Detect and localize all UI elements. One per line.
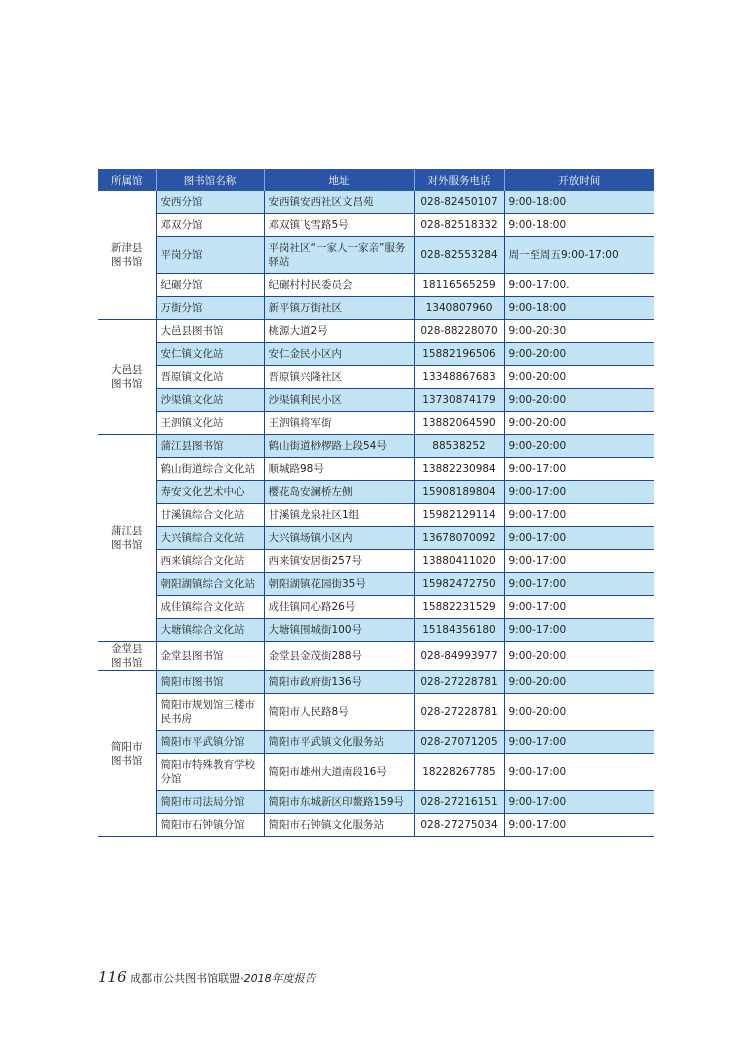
- library-name-cell: 朝阳湖镇综合文化站: [156, 573, 264, 596]
- table-row: [98, 573, 654, 596]
- hours-cell: 9:00-17:00: [504, 791, 654, 814]
- table-row: [98, 642, 654, 671]
- phone-cell: 15908189804: [414, 481, 504, 504]
- group-cell: [98, 671, 156, 837]
- phone-cell: 13880411020: [414, 550, 504, 573]
- library-name-cell: 鹤山街道综合文化站: [156, 458, 264, 481]
- library-name-cell: 大塘镇综合文化站: [156, 619, 264, 642]
- address-cell: 鹤山街道桫椤路上段54号: [264, 435, 414, 458]
- table-row: [98, 435, 654, 458]
- report-title: 2018年度报告: [243, 972, 316, 985]
- phone-cell: 88538252: [414, 435, 504, 458]
- library-name-cell: 沙渠镇文化站: [156, 389, 264, 412]
- table-row: [98, 458, 654, 481]
- address-cell: 简阳市东城新区印鳌路159号: [264, 791, 414, 814]
- phone-cell: 028-27275034: [414, 814, 504, 837]
- hours-cell: 9:00-17:00: [504, 814, 654, 837]
- address-cell: 简阳市政府街136号: [264, 671, 414, 694]
- address-cell: 大塘镇围城街100号: [264, 619, 414, 642]
- hours-cell: 9:00-20:00: [504, 366, 654, 389]
- phone-cell: 028-27216151: [414, 791, 504, 814]
- table-row: [98, 237, 654, 274]
- hours-cell: 9:00-17:00: [504, 458, 654, 481]
- header-library-name: 图书馆名称: [156, 169, 264, 191]
- address-cell: 晋原镇兴隆社区: [264, 366, 414, 389]
- table-row: [98, 814, 654, 837]
- table-row: [98, 754, 654, 791]
- library-name-cell: 成佳镇综合文化站: [156, 596, 264, 619]
- table-row: [98, 504, 654, 527]
- phone-cell: 15882196506: [414, 343, 504, 366]
- address-cell: 新平镇万街社区: [264, 297, 414, 320]
- group-name-line: 图书馆: [111, 378, 143, 390]
- phone-cell: 028-82553284: [414, 237, 504, 274]
- hours-cell: 9:00-17:00: [504, 527, 654, 550]
- group-name-line: 蒲江县: [111, 525, 143, 537]
- table-body: [98, 191, 654, 837]
- table-row: [98, 412, 654, 435]
- library-name-cell: 寿安文化艺术中心: [156, 481, 264, 504]
- hours-cell: 周一至周五9:00-17:00: [504, 237, 654, 274]
- library-name-cell: 西来镇综合文化站: [156, 550, 264, 573]
- hours-cell: 9:00-17:00: [504, 573, 654, 596]
- group-name-line: 图书馆: [111, 657, 143, 669]
- table-row: [98, 619, 654, 642]
- phone-cell: 028-82450107: [414, 191, 504, 214]
- phone-cell: 13678070092: [414, 527, 504, 550]
- address-cell: 大兴镇场镇小区内: [264, 527, 414, 550]
- header-hours: 开放时间: [504, 169, 654, 191]
- address-cell: 成佳镇同心路26号: [264, 596, 414, 619]
- phone-cell: 028-84993977: [414, 642, 504, 671]
- address-cell: 金堂县金茂街288号: [264, 642, 414, 671]
- library-name-cell: 甘溪镇综合文化站: [156, 504, 264, 527]
- phone-cell: 028-27071205: [414, 731, 504, 754]
- library-name-cell: 安西分馆: [156, 191, 264, 214]
- address-cell: 简阳市平武镇文化服务站: [264, 731, 414, 754]
- table-row: [98, 596, 654, 619]
- group-cell: [98, 642, 156, 671]
- header-phone: 对外服务电话: [414, 169, 504, 191]
- table-row: [98, 791, 654, 814]
- table-row: [98, 527, 654, 550]
- phone-cell: 15184356180: [414, 619, 504, 642]
- address-cell: 安西镇安西社区文昌苑: [264, 191, 414, 214]
- address-cell: 平岗社区“一家人一家亲”服务驿站: [264, 237, 414, 274]
- address-cell: 纪碾村村民委员会: [264, 274, 414, 297]
- hours-cell: 9:00-20:00: [504, 694, 654, 731]
- table-row: [98, 671, 654, 694]
- hours-cell: 9:00-20:00: [504, 642, 654, 671]
- phone-cell: 13882230984: [414, 458, 504, 481]
- address-cell: 王泗镇将军街: [264, 412, 414, 435]
- hours-cell: 9:00-20:00: [504, 671, 654, 694]
- library-name-cell: 大兴镇综合文化站: [156, 527, 264, 550]
- phone-cell: 13348867683: [414, 366, 504, 389]
- table-row: [98, 297, 654, 320]
- hours-cell: 9:00-17:00: [504, 550, 654, 573]
- library-name-cell: 晋原镇文化站: [156, 366, 264, 389]
- hours-cell: 9:00-17:00: [504, 504, 654, 527]
- publication-title: 成都市公共图书馆联盟·: [130, 972, 244, 985]
- address-cell: 桃源大道2号: [264, 320, 414, 343]
- group-cell: [98, 435, 156, 642]
- group-name-line: 图书馆: [111, 539, 143, 551]
- group-name-line: 图书馆: [111, 256, 143, 268]
- address-cell: 甘溪镇龙泉社区1组: [264, 504, 414, 527]
- phone-cell: 13882064590: [414, 412, 504, 435]
- phone-cell: 18116565259: [414, 274, 504, 297]
- address-cell: 顺城路98号: [264, 458, 414, 481]
- library-name-cell: 简阳市规划馆三楼市民书房: [156, 694, 264, 731]
- group-cell: [98, 191, 156, 320]
- address-cell: 简阳市雄州大道南段16号: [264, 754, 414, 791]
- page-footer: [98, 968, 316, 986]
- table-row: [98, 366, 654, 389]
- library-name-cell: 纪碾分馆: [156, 274, 264, 297]
- address-cell: 樱花岛安澜桥左侧: [264, 481, 414, 504]
- library-name-cell: 蒲江县图书馆: [156, 435, 264, 458]
- library-name-cell: 平岗分馆: [156, 237, 264, 274]
- hours-cell: 9:00-17:00: [504, 481, 654, 504]
- group-cell: [98, 320, 156, 435]
- table-row: [98, 550, 654, 573]
- group-name-line: 大邑县: [111, 364, 143, 376]
- phone-cell: 028-88228070: [414, 320, 504, 343]
- table-row: [98, 694, 654, 731]
- hours-cell: 9:00-17:00: [504, 619, 654, 642]
- address-cell: 邓双镇飞雪路5号: [264, 214, 414, 237]
- library-name-cell: 简阳市图书馆: [156, 671, 264, 694]
- library-name-cell: 简阳市石钟镇分馆: [156, 814, 264, 837]
- phone-cell: 028-27228781: [414, 671, 504, 694]
- library-name-cell: 简阳市特殊教育学校分馆: [156, 754, 264, 791]
- header-address: 地址: [264, 169, 414, 191]
- library-name-cell: 大邑县图书馆: [156, 320, 264, 343]
- header-branch: 所属馆: [98, 169, 156, 191]
- hours-cell: 9:00-20:00: [504, 389, 654, 412]
- page-number: 116: [98, 968, 127, 986]
- hours-cell: 9:00-17:00: [504, 596, 654, 619]
- library-name-cell: 万街分馆: [156, 297, 264, 320]
- hours-cell: 9:00-20:00: [504, 343, 654, 366]
- group-name-line: 金堂县: [111, 643, 143, 655]
- address-cell: 朝阳湖镇花园街35号: [264, 573, 414, 596]
- group-name-line: 简阳市: [111, 740, 143, 753]
- address-cell: 西来镇安居街257号: [264, 550, 414, 573]
- table-row: [98, 214, 654, 237]
- library-name-cell: 王泗镇文化站: [156, 412, 264, 435]
- table-row: [98, 389, 654, 412]
- table-header-row: [98, 169, 654, 191]
- hours-cell: 9:00-18:00: [504, 297, 654, 320]
- group-name-line: 图书馆: [111, 754, 143, 767]
- hours-cell: 9:00-18:00: [504, 214, 654, 237]
- group-name-line: 新津县: [111, 242, 143, 254]
- phone-cell: 15982129114: [414, 504, 504, 527]
- phone-cell: 13730874179: [414, 389, 504, 412]
- table-row: [98, 191, 654, 214]
- phone-cell: 15982472750: [414, 573, 504, 596]
- table-row: [98, 320, 654, 343]
- library-table: [98, 169, 654, 837]
- phone-cell: 18228267785: [414, 754, 504, 791]
- phone-cell: 1340807960: [414, 297, 504, 320]
- address-cell: 简阳市石钟镇文化服务站: [264, 814, 414, 837]
- hours-cell: 9:00-20:30: [504, 320, 654, 343]
- table-row: [98, 731, 654, 754]
- library-name-cell: 安仁镇文化站: [156, 343, 264, 366]
- address-cell: 简阳市人民路8号: [264, 694, 414, 731]
- hours-cell: 9:00-17:00: [504, 754, 654, 791]
- library-name-cell: 金堂县图书馆: [156, 642, 264, 671]
- hours-cell: 9:00-18:00: [504, 191, 654, 214]
- hours-cell: 9:00-20:00: [504, 435, 654, 458]
- library-name-cell: 邓双分馆: [156, 214, 264, 237]
- phone-cell: 028-27228781: [414, 694, 504, 731]
- library-name-cell: 简阳市司法局分馆: [156, 791, 264, 814]
- hours-cell: 9:00-17:00.: [504, 274, 654, 297]
- phone-cell: 15882231529: [414, 596, 504, 619]
- address-cell: 安仁金民小区内: [264, 343, 414, 366]
- library-name-cell: 简阳市平武镇分馆: [156, 731, 264, 754]
- table-row: [98, 481, 654, 504]
- table-row: [98, 274, 654, 297]
- address-cell: 沙渠镇利民小区: [264, 389, 414, 412]
- hours-cell: 9:00-20:00: [504, 412, 654, 435]
- hours-cell: 9:00-17:00: [504, 731, 654, 754]
- phone-cell: 028-82518332: [414, 214, 504, 237]
- table-row: [98, 343, 654, 366]
